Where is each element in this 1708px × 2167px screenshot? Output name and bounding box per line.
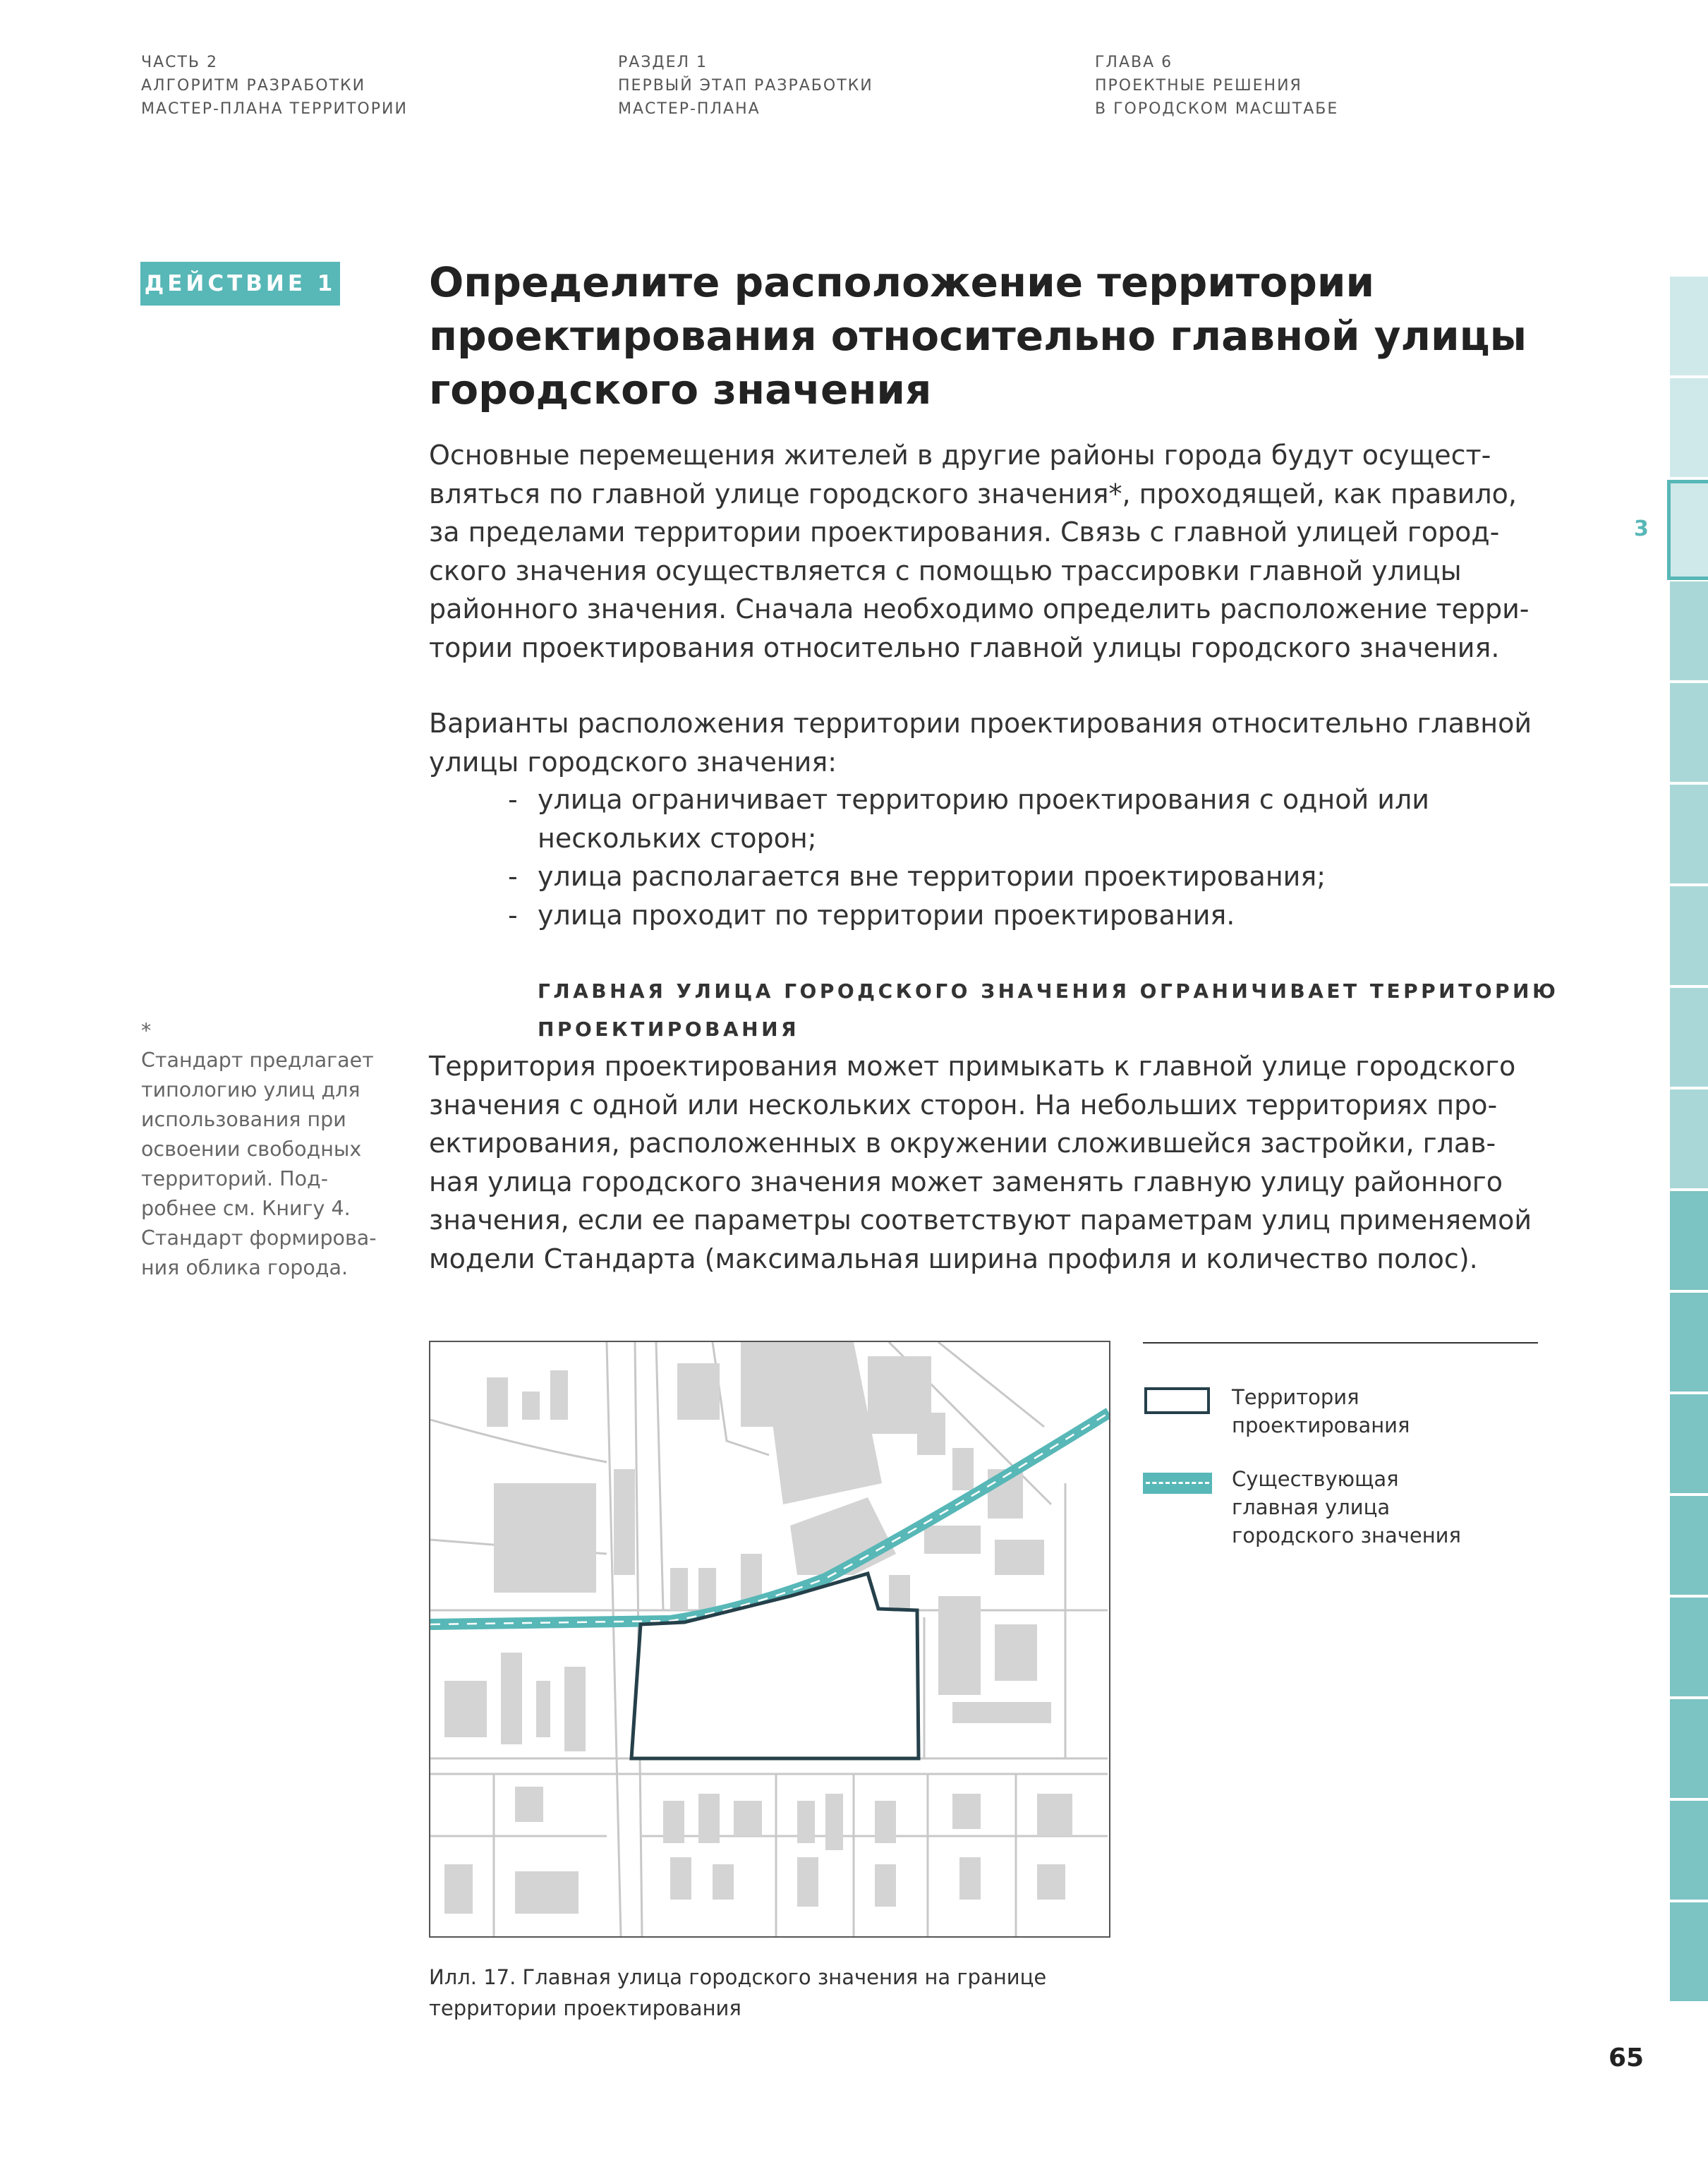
chapter-tab[interactable] [1670,1801,1708,1900]
legend-street-label: Существующая главная улица городского значения [1232,1467,1461,1547]
variants-intro: Варианты расположения территории проектирования относительно главной улицы городского значения: [429,708,1532,778]
chapter-tab[interactable] [1670,886,1708,985]
chapter-tab[interactable] [1670,1191,1708,1290]
action-badge: ДЕЙСТВИЕ 1 [140,262,340,306]
list-item: - улица располагается вне территории проектирования; [508,857,1429,896]
variants-list [508,780,1429,934]
page-number: 65 [1609,2044,1645,2072]
chapter-tab[interactable] [1670,988,1708,1087]
intro-paragraph: Основные перемещения жителей в другие районы города будут осущест- вляться по главной улице городского значения*, проходящей, как правило, за пределами территории проектирования. Связь с главной улицей город- ского значения осуществляется с помощью трассировки главной улицы районного значения. Сначала необходимо определить расположение терри- тории проектирования относительно главной улицы городского значения. [429,440,1530,663]
chapter-tab[interactable] [1670,1394,1708,1493]
chapter-tab[interactable] [1670,581,1708,680]
chapter-tab[interactable] [1670,1598,1708,1696]
chapter-tab-number: 3 [1634,517,1649,541]
chapter-tab[interactable] [1670,378,1708,477]
chapter-tab[interactable] [1670,785,1708,883]
list-dash: - [508,861,518,892]
list-item: - улица ограничивает территорию проектирования с одной или нескольких сторон; [508,780,1429,857]
list-item: - улица проходит по территории проектирования. [508,896,1429,935]
chapter-tab[interactable] [1670,1699,1708,1798]
section-subheading: ГЛАВНАЯ УЛИЦА ГОРОДСКОГО ЗНАЧЕНИЯ ОГРАНИЧИВАЕТ ТЕРРИТОРИЮ ПРОЕКТИРОВАНИЯ [538,979,1559,1041]
header-part: ЧАСТЬ 2 АЛГОРИТМ РАЗРАБОТКИ МАСТЕР-ПЛАНА ТЕРРИТОРИИ [141,54,408,118]
page-title: Определите расположение территории проектирования относительно главной улицы городского значения [429,258,1527,414]
legend-territory-swatch [1144,1387,1210,1414]
site-map-svg [430,1342,1109,1936]
chapter-tab[interactable] [1670,1902,1708,2001]
chapter-tab[interactable] [1670,683,1708,782]
list-dash: - [508,899,518,931]
legend-street-swatch [1143,1473,1212,1494]
chapter-tab[interactable] [1670,1496,1708,1595]
header-section: РАЗДЕЛ 1 ПЕРВЫЙ ЭТАП РАЗРАБОТКИ МАСТЕР-ПЛАНА [618,54,873,118]
chapter-tab[interactable] [1670,1089,1708,1188]
chapter-tab-active[interactable] [1667,480,1708,580]
figure-caption: Илл. 17. Главная улица городского значения на границе территории проектирования [429,1965,1047,2020]
header-chapter: ГЛАВА 6 ПРОЕКТНЫЕ РЕШЕНИЯ В ГОРОДСКОМ МАСШТАБЕ [1095,54,1339,118]
body-paragraph: Территория проектирования может примыкать к главной улице городского значения с одной или нескольких сторон. На небольших территориях про- ектирования, расположенных в окружении сложившейся застройки, глав- ная улица городского значения может заменять главную улицу районного значения, если ее параметры соответствуют параметрам улиц применяемой модели Стандарта (максимальная ширина профиля и количество полос). [429,1051,1532,1274]
footnote: * Стандарт предлагает типологию улиц для использования при освоении свободных территорий. Под- робнее см. Книгу 4. Стандарт формирова- ния облика города. [141,1019,377,1279]
chapter-tab[interactable] [1670,277,1708,375]
site-map-illustration [429,1341,1110,1938]
list-dash: - [508,784,518,815]
chapter-tab[interactable] [1670,1293,1708,1392]
legend-divider [1143,1342,1538,1344]
legend-territory-label: Территория проектирования [1232,1385,1410,1437]
legend-street-dashes [1146,1482,1209,1484]
